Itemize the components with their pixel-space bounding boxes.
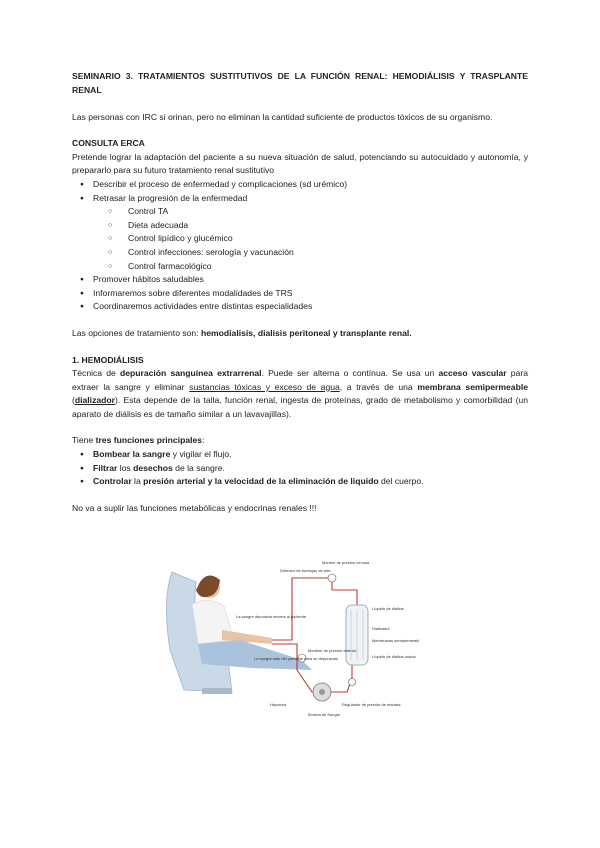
list-item [72,192,528,206]
hemodialysis-illustration [162,560,419,720]
label-blood-out: La sangre sale del paciente para su depuración [254,656,339,661]
label-membranes: Membranas semipermeables [372,638,419,643]
document-title: SEMINARIO 3. TRATAMIENTOS SUSTITUTIVOS DE LA FUNCIÓN RENAL: HEMODIÁLISIS Y TRASPLANTE RENAL [72,71,528,95]
label-pressure-regulator: Regulador de presión de entrada [342,702,401,707]
chair-base [202,688,232,694]
sublist-item: ○ Control lipídico y glucémico [108,232,528,246]
hemodialysis-heading: 1. HEMODIÁLISIS [72,354,144,365]
erca-paragraph: Pretende lograr la adaptación del paciente a su nueva situación de salud, potenciando su autocuidado y autonomía, y prepararlo para su futuro tratamiento renal sustitutivo [72,151,528,176]
functions-list [72,448,528,489]
list-item: ● Filtrar los desechos de la sangre. [72,462,528,476]
erca-sublist [108,205,528,273]
label-used-fluid: Líquido de diálisis usado [372,654,416,659]
sublist-item: ○ Control infecciones: serología y vacunación [108,246,528,260]
label-returned-blood: La sangre depurada retorna al paciente [236,614,307,619]
tube-dialyzer-top [332,590,357,605]
functions-intro: Tiene tres funciones principales: [72,435,205,446]
list-item: ● Controlar la presión arterial y la velocidad de la eliminación de líquido del cuerpo. [72,475,528,489]
erca-list [72,178,528,205]
label-arterial-monitor: Medidor de presión arterial [308,648,356,653]
label-heparin: Heparina [270,702,287,707]
label-blood-pump: Bomba de Sangre [308,712,341,717]
list-item: ● Informaremos sobre diferentes modalidades de TRS [72,287,528,301]
erca-list-continued [72,273,528,314]
list-item: ● Bombear la sangre y vigilar el flujo. [72,448,528,462]
label-dialyzer: Dializador [372,626,390,631]
list-item: ● Describir el proceso de enfermedad y complicaciones (sd urémico) [72,178,528,192]
document-page [72,70,528,515]
intro-paragraph: Las personas con IRC si orinan, pero no eliminan la cantidad suficiente de productos tóxicos de su organismo. [72,111,493,122]
label-dialysis-fluid: Líquido de diálisis [372,606,404,611]
label-venous-monitor: Monitor de presión venosa [322,560,370,565]
label-bubble-detector: Detector de burbujas de aire [280,568,331,573]
list-item: ● Promover hábitos saludables [72,273,528,287]
sublist-item: ○ Control farmacológico [108,260,528,274]
treatment-options: Las opciones de tratamiento son: hemodialisis, dialisis peritoneal y transplante renal. [72,327,412,338]
sublist-item: ○ Control TA [108,205,528,219]
hemodialysis-paragraph: Técnica de depuración sanguínea extrarrenal. Puede ser alterna o contínua. Se usa un acceso vascular para extraer la sangre y eliminar sustancias tóxicas y exceso de agua, a través de una membrana semipermeable (dializador). Esta depende de la talla, función renal, ingesta de proteínas, grado de metabolismo y comorbilidad (un aparato de diálisis es de tamaño similar a un lavavajillas). [72,368,528,419]
list-item-text: Retrasar la progresión de la enfermedad [93,192,248,203]
hemodialysis-diagram [162,560,419,720]
sublist-item: ○ Dieta adecuada [108,219,528,233]
list-item: ● Coordinaremos actividades entre distintas especialidades [72,300,528,314]
pressure-regulator [349,679,356,686]
venous-monitor [328,574,336,582]
erca-heading: CONSULTA ERCA [72,138,145,149]
note-paragraph: No va a suplir las funciones metabólicas y endocrinas renales !!! [72,502,317,513]
tube-return [272,578,332,640]
